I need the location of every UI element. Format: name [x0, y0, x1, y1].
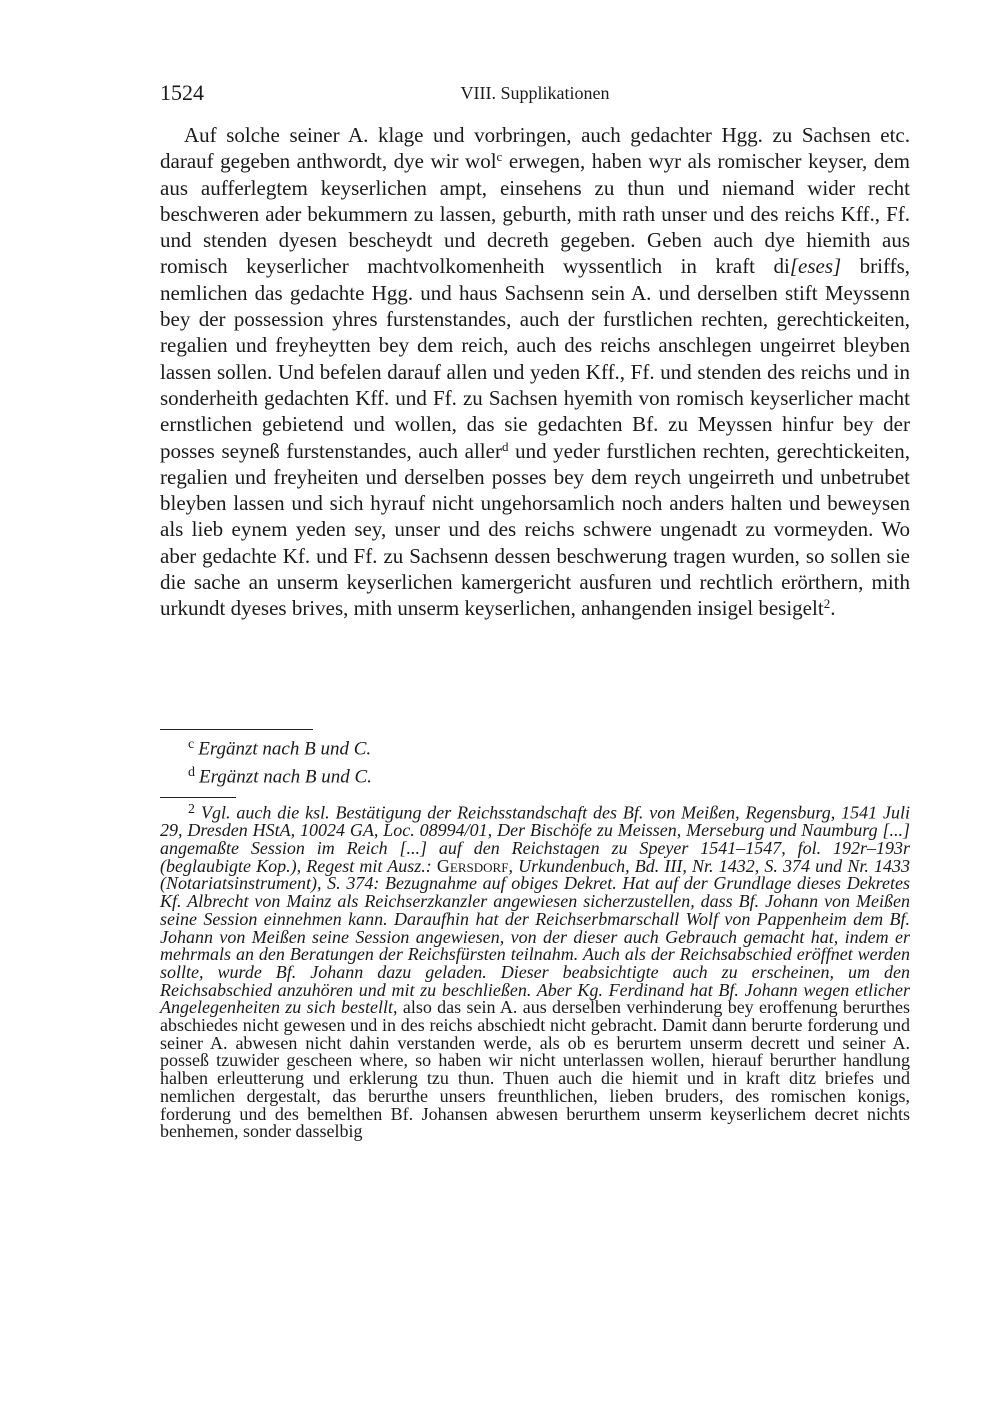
textnote-text: Ergänzt nach B und C. [198, 738, 372, 760]
footnote-2 [160, 801, 910, 1141]
main-paragraph [160, 122, 910, 622]
text-segment: . [830, 596, 836, 621]
textnote-mark: c [188, 737, 195, 752]
text-segment: erwegen, haben wyr als romischer keyser, dem aus aufferlegtem keyserlichen ampt, einsehens zu thun und niemand wider recht beschweren ader bekummern zu lassen, geburth, mith rath unser und des reichs Kff., Ff. und stenden dyesen bescheydt und decreth gegeben. Geben auch dye hiemith aus romisch keyserlicher machtvolkomenheith wyssentlich in kraft di [160, 149, 910, 279]
editorial-insert: [eses] [789, 254, 842, 279]
footnote-author: Gersdorf [436, 855, 509, 876]
textnote-text: Ergänzt nach B und C. [199, 766, 372, 788]
running-title: VIII. Supplikationen [460, 83, 610, 103]
footnote-mark: 2 [188, 802, 195, 817]
footnote-italic-text: Vgl. auch die ksl. Bestätigung der Reichsstandschaft des Bf. von Meißen, Regensburg, 1541 Juli 29, Dresden HStA, 10024 GA, Loc. 08994/01, Der Bischöfe zu Meissen, Merseburg und Naumburg [...] angemaßte Session im Reich [...] auf den Reichstagen zu Speyer 1541–1547, fol. 192r–193r (beglaubigte Kop.), Regest mit Ausz.: [160, 802, 910, 876]
text-segment: und yeder furstlichen rechten, gerechtickeiten, regalien und freyheiten und derselben posses bey dem reych ungeirreth und unbetrubet bleyben lassen und sich hyrauf nicht ungehorsamlich noch anders halten und beweysen als lieb eynem yeden sey, unser und des reichs schwere ungenadt zu vormeyden. Wo aber gedachte Kf. und Ff. zu Sachsenn dessen beschwerung tragen wurden, so sollen sie die sache an unserm keyserlichen kamergericht ausfuren und rechtlich erörthern, mith urkundt dyeses brives, mith unserm keyserlichen, anhangenden insigel besigelt [160, 438, 911, 621]
page-number: 1524 [160, 80, 204, 105]
main-text [160, 122, 910, 622]
textnote-marker-d[interactable]: d [501, 438, 509, 454]
textnotes [160, 733, 910, 790]
textnote-divider [160, 729, 313, 730]
textnote-d [160, 761, 910, 789]
footnote-marker-2[interactable]: 2 [823, 596, 831, 612]
footnote-quoted-text: , also das sein A. aus derselben verhinderung bey eroffenung berurthes abschiedes nicht gewesen und in des reichs abschiedt nicht gebracht. Damit dann berurte forderung und seiner A. abwesen nicht dahin verstanden werde, als ob es berurtem unserm decrett und seiner A. posseß tzuwider gescheen where, so haben wir nicht unterlassen wollen, hierauf berurther handlung halben erleutterung und erklerung tzu thun. Thuen auch die hiemit und in kraft ditz briefes und nemlichen dergestalt, das berurthe unsers freunthlichen, lieben bruders, des romischen konigs, forderung und des bemelthen Bf. Johansen abwesen berurthem unserm keyserlichem decret nichts benhemen, sonder dasselbig [160, 997, 910, 1142]
page-header [160, 80, 910, 108]
footnote-italic-text: , Urkundenbuch, Bd. III, Nr. 1432, S. 374 und Nr. 1433 (Notariatsinstrument), S. 374: Bezugnahme auf obiges Dekret. Hat auf der Grundlage dieses Dekretes Kf. Albrecht von Mainz als Reichserzkanzler angewiesen sicherzustellen, dass Bf. Johann von Meißen seine Session einnehmen kann. Daraufhin hat der Reichserbmarschall Wolf von Pappenheim dem Bf. Johann von Meißen seine Session angewiesen, von der dieser auch Gebrauch gemacht hat, indem er mehrmals an den Beratungen der Reichsfürsten teilnahm. Auch als der Reichsabschied eröffnet werden sollte, wurde Bf. Johann dazu geladen. Dieser beabsichtigte auch zu erscheinen, um den Reichsabschied anzuhören und mit zu beschließen. Aber Kg. Ferdinand hat Bf. Johann wegen etlicher Angelegenheiten zu sich bestellt [160, 855, 910, 1018]
text-segment: Auf solche seiner A. klage und vorbringen, auch gedachter Hgg. zu Sachsen etc. darauf gegeben anthwordt, dye wir wol [160, 123, 910, 174]
text-segment: briffs, nemlichen das gedachte Hgg. und haus Sachsenn sein A. und derselben stift Meyssenn bey der possession yhres furstenstandes, auch der furstlichen rechten, gerechtickeiten, regalien und freyheytten bey dem reich, auch des reichs anschlegen ungeirret bleyben lassen sollen. Und befelen darauf allen und yeden Kff., Ff. und stenden des reichs und in sonderheith gedachten Kff. und Ff. zu Sachsen hyemith von romisch keyserlicher macht ernstlichen gebietend und wollen, das sie gedachten Bf. zu Meyssen hinfur bey der posses seyneß furstenstandes, auch aller [160, 254, 910, 463]
footnote-divider [160, 797, 236, 798]
textnote-marker-c[interactable]: c [496, 149, 503, 165]
textnote-c [160, 733, 910, 761]
textnote-mark: d [188, 765, 195, 781]
